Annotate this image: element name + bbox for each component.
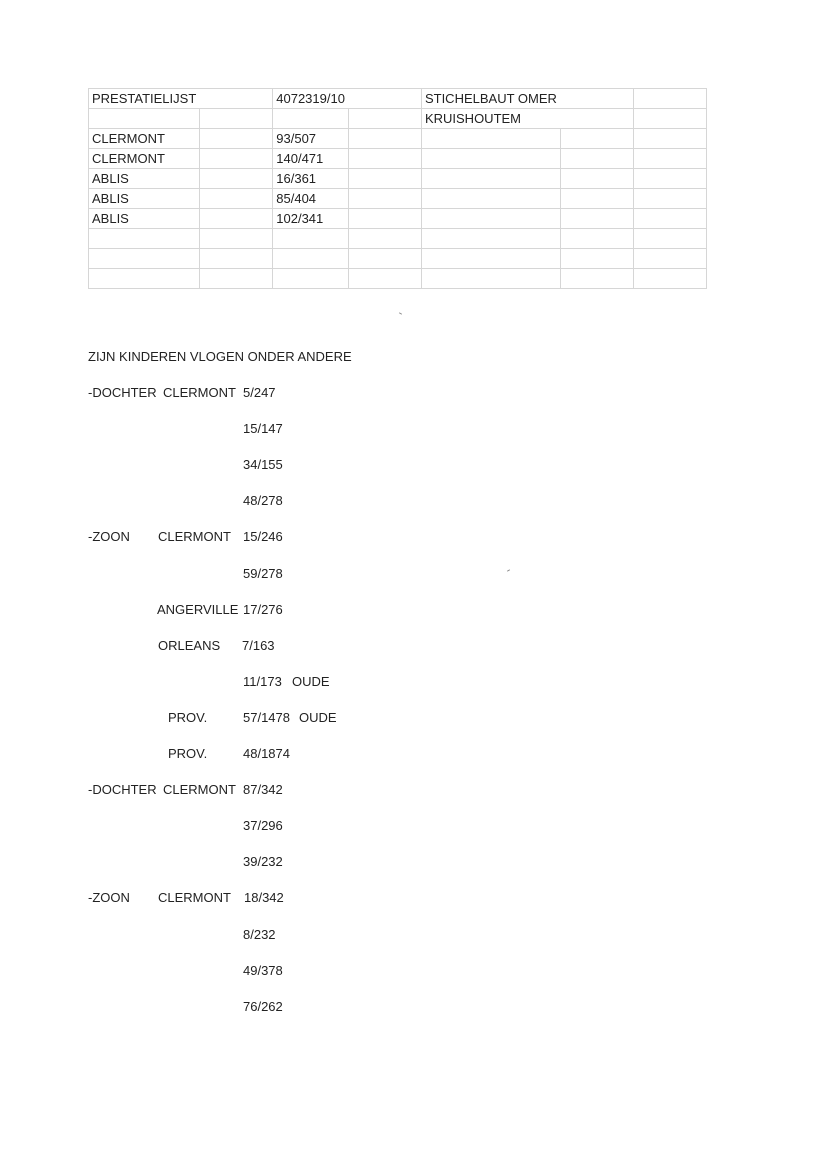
table-cell: STICHELBAUT OMER [421,89,560,109]
reference-number: 7/163 [242,638,275,653]
table-cell [200,209,273,229]
table-cell [560,129,633,149]
place-label: PROV. [168,746,208,761]
table-cell [421,129,560,149]
reference-number: 17/276 [243,602,283,617]
table-cell [421,249,560,269]
reference-number: 5/247 [243,385,276,400]
table-cell [633,169,706,189]
table-row [89,209,707,229]
table-cell [200,249,273,269]
table-cell [348,229,421,249]
reference-number: 59/278 [243,566,283,581]
table-cell: ABLIS [89,169,200,189]
table-cell [89,249,200,269]
table-cell [633,89,706,109]
place-label: ORLEANS [158,638,221,653]
reference-number: 8/232 [243,927,276,942]
reference-number: 37/296 [243,818,283,833]
table-cell [348,249,421,269]
table-row [89,269,707,289]
place-label: CLERMONT [158,890,231,905]
place-label: ANGERVILLE [157,602,239,617]
table-cell [633,229,706,249]
table-cell [560,109,633,129]
reference-number: 48/278 [243,493,283,508]
table-cell [560,189,633,209]
reference-number: 39/232 [243,854,283,869]
table-cell [560,269,633,289]
relation-label: -ZOON [88,529,130,544]
reference-number: 48/1874 [243,746,290,761]
table-cell: 140/471 [273,149,349,169]
section-heading: ZIJN KINDEREN VLOGEN ONDER ANDERE [88,349,352,364]
scan-speck [507,569,510,571]
reference-number: 18/342 [244,890,284,905]
table-cell [560,149,633,169]
reference-number: 15/246 [243,529,283,544]
table-cell: 16/361 [273,169,349,189]
table-cell: 4072319/10 [273,89,349,109]
table-cell: PRESTATIELIJST [89,89,200,109]
table-cell [421,149,560,169]
place-label: CLERMONT [158,529,231,544]
table-cell [348,189,421,209]
table-row [89,109,707,129]
table-cell [633,129,706,149]
table-cell: KRUISHOUTEM [421,109,560,129]
relation-label: -DOCHTER [88,385,157,400]
table-cell [633,189,706,209]
table-cell [200,169,273,189]
prestatielijst-table [88,88,707,289]
table-row [89,189,707,209]
table-cell [633,149,706,169]
table-cell [633,209,706,229]
reference-number: 57/1478 [243,710,290,725]
table-cell [348,169,421,189]
table-cell [200,89,273,109]
table-row [89,169,707,189]
table-cell: 102/341 [273,209,349,229]
reference-number: 11/173 [243,674,282,689]
table-row [89,249,707,269]
table-cell [200,269,273,289]
relation-label: -ZOON [88,890,130,905]
table-cell [200,189,273,209]
table-cell [421,169,560,189]
reference-number: 87/342 [243,782,283,797]
table-cell [421,229,560,249]
table-cell [89,229,200,249]
table-cell: CLERMONT [89,129,200,149]
reference-number: 49/378 [243,963,283,978]
place-label: CLERMONT [163,385,236,400]
table-cell [273,229,349,249]
note-label: OUDE [299,710,337,725]
relation-label: -DOCHTER [88,782,157,797]
table-cell [89,269,200,289]
place-label: PROV. [168,710,208,725]
table-row [89,129,707,149]
table-cell: 85/404 [273,189,349,209]
table-cell [348,209,421,229]
table-cell [348,109,421,129]
table-cell [633,109,706,129]
table-cell: CLERMONT [89,149,200,169]
table-cell [421,209,560,229]
table-cell [200,149,273,169]
table-cell [560,229,633,249]
table-cell [560,209,633,229]
table-cell [273,249,349,269]
table-cell: 93/507 [273,129,349,149]
note-label: OUDE [292,674,330,689]
reference-number: 15/147 [243,421,283,436]
table-cell: ABLIS [89,209,200,229]
scan-speck [399,312,402,314]
table-cell [421,189,560,209]
table-cell [560,169,633,189]
table-cell [200,109,273,129]
table-cell [560,249,633,269]
place-label: CLERMONT [163,782,236,797]
table-cell [89,109,200,129]
table-cell: ABLIS [89,189,200,209]
table-cell [560,89,633,109]
table-cell [633,269,706,289]
table-cell [273,269,349,289]
table-cell [633,249,706,269]
table-cell [421,269,560,289]
reference-number: 76/262 [243,999,283,1014]
table-cell [200,229,273,249]
table-cell [348,89,421,109]
table-cell [348,149,421,169]
table-row [89,149,707,169]
table-row [89,229,707,249]
table-cell [273,109,349,129]
reference-number: 34/155 [243,457,283,472]
table-cell [348,129,421,149]
table-row [89,89,707,109]
table-cell [348,269,421,289]
table-cell [200,129,273,149]
